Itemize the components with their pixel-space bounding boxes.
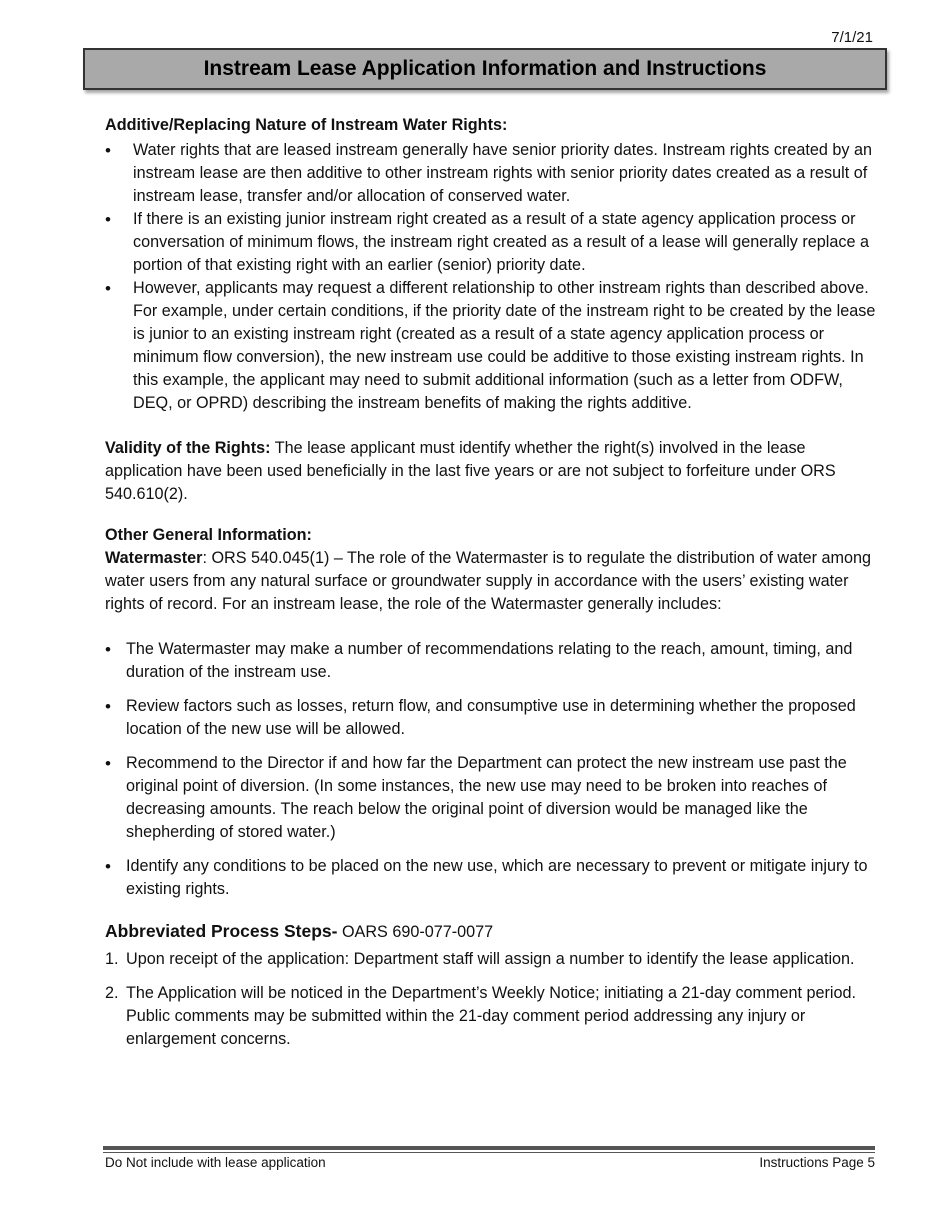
page-footer <box>105 1155 875 1170</box>
list-item: • Identify any conditions to be placed on the new use, which are necessary to prevent or mitigate injury to existing rights. <box>105 855 877 901</box>
list-item: • If there is an existing junior instream right created as a result of a state agency application process or conversation of minimum flows, the instream right created as a result of a lease will generally replace a portion of that existing right with an earlier (senior) priority date. <box>105 208 877 277</box>
title-banner <box>83 48 887 90</box>
watermaster-bullet-list <box>105 638 877 901</box>
list-item <box>105 948 877 971</box>
validity-label: Validity of the Rights: <box>105 439 271 457</box>
step-text: The Application will be noticed in the Department’s Weekly Notice; initiating a 21-day comment period. Public comments may be submitted within the 21-day comment period addressing any injury or enlargement concerns. <box>126 984 857 1048</box>
list-item: • Recommend to the Director if and how far the Department can protect the new instream use past the original point of diversion. (In some instances, the new use may need to be broken into reaches of decreasing amounts. The reach below the original point of diversion would be managed like the shepherding of stored water.) <box>105 752 877 844</box>
footer-divider-thin <box>103 1152 875 1153</box>
process-reference: OARS 690-077-0077 <box>337 923 494 941</box>
general-heading: Other General Information: <box>105 526 312 544</box>
process-heading-line <box>105 920 877 944</box>
document-body <box>105 114 877 1062</box>
list-item: • However, applicants may request a different relationship to other instream rights than described above. For example, under certain conditions, if the priority date of the instream right to be created by the lease is junior to an existing instream right (created as a result of a state agency application process or minimum flow conversion), the new instream use could be additive to those existing instream rights. In this example, the applicant may need to submit additional information (such as a letter from ODFW, DEQ, or OPRD) describing the instream benefits of making the rights additive. <box>105 277 877 415</box>
validity-paragraph <box>105 437 877 506</box>
list-item: • Review factors such as losses, return flow, and consumptive use in determining whether the proposed location of the new use will be allowed. <box>105 695 877 741</box>
validity-text: The lease applicant must identify whether the right(s) involved in the lease application have been used beneficially in the last five years or are not subject to forfeiture under ORS 540.610(2). <box>105 439 836 503</box>
process-steps-list <box>105 948 877 1051</box>
step-number: 2. <box>105 984 119 1002</box>
footer-note: Do Not include with lease application <box>105 1155 326 1170</box>
step-number: 1. <box>105 950 119 968</box>
footer-divider <box>103 1146 875 1150</box>
list-item: • The Watermaster may make a number of recommendations relating to the reach, amount, timing, and duration of the instream use. <box>105 638 877 684</box>
footer-page-number: Instructions Page 5 <box>759 1155 875 1170</box>
list-item <box>105 982 877 1051</box>
watermaster-text: : ORS 540.045(1) – The role of the Watermaster is to regulate the distribution of water among water users from any natural surface or groundwater supply in accordance with the users’ existing water rights of record. For an instream lease, the role of the Watermaster generally includes: <box>105 549 871 613</box>
additive-heading: Additive/Replacing Nature of Instream Water Rights: <box>105 116 508 134</box>
watermaster-label: Watermaster <box>105 549 203 567</box>
document-date: 7/1/21 <box>831 29 873 46</box>
step-text: Upon receipt of the application: Department staff will assign a number to identify the lease application. <box>126 950 855 968</box>
watermaster-paragraph <box>105 547 877 616</box>
list-item: • Water rights that are leased instream generally have senior priority dates. Instream rights created by an instream lease are then additive to other instream rights with senior priority dates created as a result of instream lease, transfer and/or allocation of conserved water. <box>105 139 877 208</box>
additive-bullet-list <box>105 139 877 415</box>
process-heading: Abbreviated Process Steps- <box>105 921 338 941</box>
page-title: Instream Lease Application Information and Instructions <box>203 57 767 80</box>
